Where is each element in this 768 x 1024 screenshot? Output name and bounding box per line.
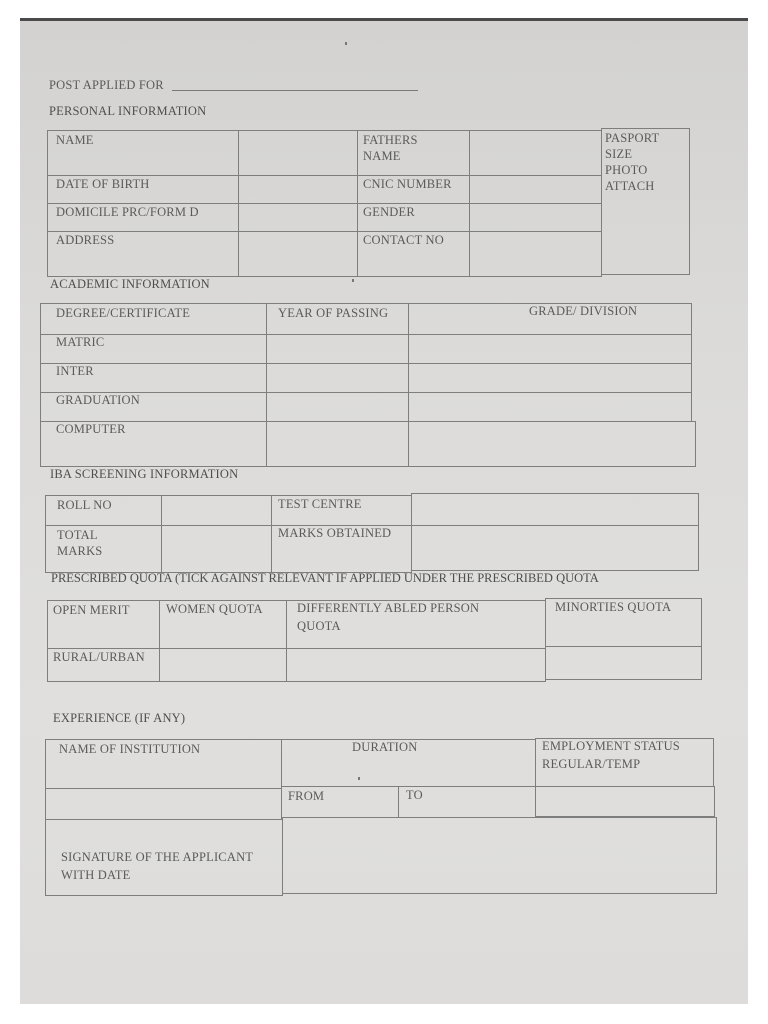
cnic-field[interactable] [469, 175, 602, 204]
total-marks-field[interactable] [161, 525, 272, 573]
inter-grade-field[interactable] [408, 363, 692, 393]
inter-label: INTER [56, 364, 94, 378]
test-centre-label: TEST CENTRE [278, 497, 362, 511]
matric-label: MATRIC [56, 335, 105, 349]
contact-field[interactable] [469, 231, 602, 277]
rural-urban-field-2[interactable] [286, 648, 546, 682]
domicile-field[interactable] [238, 203, 358, 232]
academic-section-title: ACADEMIC INFORMATION [50, 277, 210, 291]
employment-status-header-line2: REGULAR/TEMP [542, 757, 641, 771]
duration-header: DURATION [352, 740, 418, 754]
differently-abled-label-line1: DIFFERENTLY ABLED PERSON [297, 601, 480, 615]
institution-header: NAME OF INSTITUTION [59, 742, 201, 756]
total-marks-label-line1: TOTAL [57, 528, 98, 542]
gender-label: GENDER [363, 205, 415, 219]
computer-grade-field[interactable] [408, 421, 696, 467]
roll-no-field[interactable] [161, 495, 272, 526]
paper-mark [345, 42, 347, 45]
from-label: FROM [288, 789, 325, 803]
photo-label-line3: PHOTO [605, 163, 648, 177]
fathers-name-label-line1: FATHERS [363, 133, 418, 147]
matric-grade-field[interactable] [408, 334, 692, 364]
matric-year-field[interactable] [266, 334, 409, 364]
fathers-name-label-line2: NAME [363, 149, 401, 163]
post-applied-field[interactable] [172, 90, 418, 91]
institution-field[interactable] [45, 788, 282, 820]
to-label: TO [406, 788, 423, 802]
marks-obtained-label: MARKS OBTAINED [278, 526, 392, 540]
name-label: NAME [56, 133, 94, 147]
rural-urban-label: RURAL/URBAN [53, 650, 145, 664]
cnic-label: CNIC NUMBER [363, 177, 452, 191]
year-header: YEAR OF PASSING [278, 306, 389, 320]
minorities-quota-label: MINORTIES QUOTA [555, 600, 672, 614]
personal-section-title: PERSONAL INFORMATION [49, 104, 207, 118]
signature-field[interactable] [282, 817, 717, 894]
signature-label-line2: WITH DATE [61, 868, 131, 882]
graduation-label: GRADUATION [56, 393, 140, 407]
total-marks-label-line2: MARKS [57, 544, 103, 558]
address-field[interactable] [238, 231, 358, 277]
rural-urban-field-3[interactable] [545, 646, 702, 680]
iba-section-title: IBA SCREENING INFORMATION [50, 467, 239, 481]
rural-urban-field-1[interactable] [159, 648, 287, 682]
quota-section-title: PRESCRIBED QUOTA (TICK AGAINST RELEVANT IF APPLIED UNDER THE PRESCRIBED QUOTA [51, 571, 599, 585]
roll-no-label: ROLL NO [57, 498, 112, 512]
dob-field[interactable] [238, 175, 358, 204]
name-field[interactable] [238, 130, 358, 176]
fathers-name-field[interactable] [469, 130, 602, 176]
computer-year-field[interactable] [266, 421, 409, 467]
employment-status-field[interactable] [535, 786, 715, 817]
signature-label-line1: SIGNATURE OF THE APPLICANT [61, 850, 254, 864]
paper-mark [352, 279, 354, 282]
address-label: ADDRESS [56, 233, 115, 247]
computer-label: COMPUTER [56, 422, 126, 436]
graduation-year-field[interactable] [266, 392, 409, 422]
graduation-grade-field[interactable] [408, 392, 692, 422]
open-merit-label: OPEN MERIT [53, 603, 130, 617]
contact-label: CONTACT NO [363, 233, 444, 247]
paper-mark [358, 777, 360, 780]
experience-section-title: EXPERIENCE (IF ANY) [53, 711, 186, 725]
photo-label-line1: PASPORT [605, 131, 660, 145]
photo-label-line4: ATTACH [605, 179, 655, 193]
gender-field[interactable] [469, 203, 602, 232]
women-quota-label: WOMEN QUOTA [166, 602, 263, 616]
marks-obtained-field[interactable] [411, 525, 699, 571]
test-centre-field[interactable] [411, 493, 699, 526]
inter-year-field[interactable] [266, 363, 409, 393]
employment-status-header-line1: EMPLOYMENT STATUS [542, 739, 680, 753]
grade-header: GRADE/ DIVISION [529, 304, 638, 318]
degree-header: DEGREE/CERTIFICATE [56, 306, 191, 320]
dob-label: DATE OF BIRTH [56, 177, 150, 191]
differently-abled-label-line2: QUOTA [297, 619, 341, 633]
domicile-label: DOMICILE PRC/FORM D [56, 205, 199, 219]
photo-label-line2: SIZE [605, 147, 633, 161]
post-applied-label: POST APPLIED FOR [49, 78, 164, 92]
